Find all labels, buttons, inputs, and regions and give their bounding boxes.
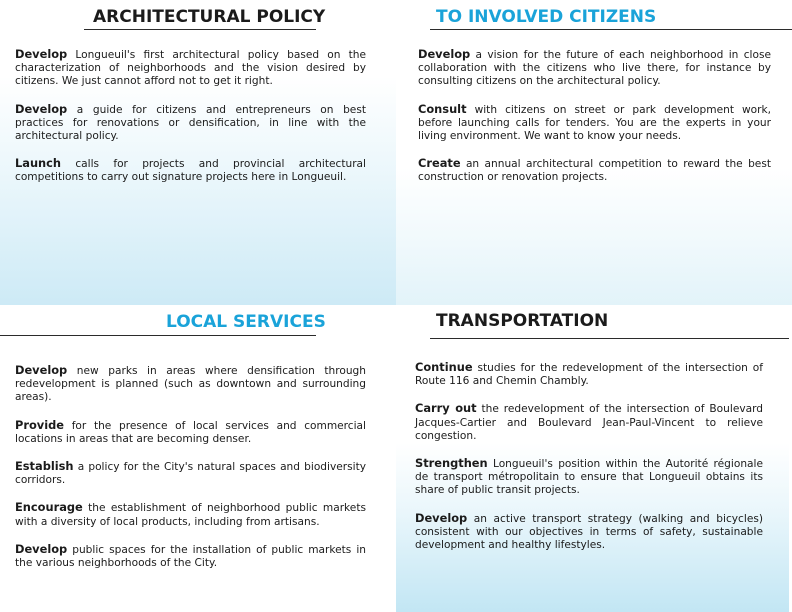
item-verb: Consult	[418, 101, 467, 116]
architectural-policy-panel	[0, 0, 396, 305]
local-services-panel	[0, 305, 396, 612]
item-text: a vision for the future of each neighborhood in close collaboration with the citizens who live there, for instance by consulting citizens on the architectural policy.	[418, 49, 771, 88]
list-item	[418, 103, 771, 144]
list-item	[415, 402, 763, 443]
list-item	[15, 157, 366, 184]
transportation-panel	[396, 305, 792, 612]
item-verb: Develop	[418, 47, 471, 61]
item-verb: Encourage	[15, 500, 83, 515]
item-text: for the presence of local services and commercial locations in areas that are becoming denser.	[15, 419, 366, 445]
local-services-list	[15, 364, 366, 570]
list-item	[415, 457, 763, 498]
item-text: the redevelopment of the intersection of Boulevard Jacques-Cartier and Boulevard Jean-Paul-Vincent to relieve congestion.	[415, 403, 763, 442]
item-verb: Strengthen	[415, 456, 488, 471]
item-verb: Launch	[15, 156, 62, 171]
involved-citizens-panel	[396, 0, 792, 305]
transportation-rule	[430, 338, 792, 339]
item-verb: Establish	[15, 459, 74, 474]
item-text: a policy for the City's natural spaces and biodiversity corridors.	[15, 461, 366, 487]
list-item	[15, 364, 366, 405]
item-verb: Create	[418, 156, 461, 171]
item-verb: Develop	[15, 101, 68, 116]
item-verb: Carry out	[415, 401, 477, 416]
list-item	[15, 103, 366, 144]
item-text: studies for the redevelopment of the intersection of Route 116 and Chemin Chambly.	[415, 362, 763, 388]
item-verb: Develop	[15, 363, 68, 377]
local-services-title: LOCAL SERVICES	[166, 312, 326, 332]
list-item	[15, 501, 366, 528]
involved-citizens-title: TO INVOLVED CITIZENS	[436, 7, 657, 27]
item-text: Longueuil's position within the Autorité régionale de transport métropolitain to ensure that Longueuil obtains its share of public transit projects.	[415, 458, 763, 497]
item-verb: Continue	[415, 360, 473, 374]
item-text: with citizens on street or park development work, before launching calls for tenders. You are the experts in your living environment. We want to know your needs.	[418, 103, 771, 143]
item-text: public spaces for the installation of public markets in the various neighborhoods of the City.	[15, 543, 366, 570]
list-item	[415, 361, 763, 388]
item-text: new parks in areas where densification through redevelopment is planned (such as downtown and surrounding areas).	[15, 365, 366, 404]
list-item	[415, 512, 763, 553]
involved-citizens-list	[418, 48, 771, 185]
list-item	[15, 460, 366, 487]
transportation-title: TRANSPORTATION	[436, 311, 609, 331]
item-verb: Develop	[15, 541, 68, 556]
transportation-list	[415, 361, 763, 552]
item-text: an active transport strategy (walking and bicycles) consistent with our objectives in terms of safety, sustainable development and healthy lifestyles.	[415, 512, 763, 552]
architectural-policy-list	[15, 48, 366, 185]
architectural-policy-rule	[84, 29, 316, 30]
item-text: Longueuil's first architectural policy based on the characterization of neighborhoods and the vision desired by citizens. We just cannot afford not to get it right.	[15, 49, 366, 88]
item-verb: Develop	[415, 510, 468, 525]
item-text: an annual architectural competition to reward the best construction or renovation projects.	[418, 158, 771, 184]
list-item	[15, 543, 366, 570]
list-item	[418, 48, 771, 89]
architectural-policy-title: ARCHITECTURAL POLICY	[93, 7, 326, 27]
item-verb: Develop	[15, 47, 68, 61]
list-item	[15, 419, 366, 446]
item-text: a guide for citizens and entrepreneurs on best practices for renovations or densification, in line with the architectural policy.	[15, 103, 366, 143]
item-text: calls for projects and provincial architectural competitions to carry out signature projects here in Longueuil.	[15, 158, 366, 184]
item-text: the establishment of neighborhood public markets with a diversity of local products, including from artisans.	[15, 502, 366, 528]
involved-citizens-rule	[430, 29, 792, 30]
item-verb: Provide	[15, 417, 64, 432]
list-item	[418, 157, 771, 184]
list-item	[15, 48, 366, 89]
local-services-rule	[0, 335, 316, 336]
